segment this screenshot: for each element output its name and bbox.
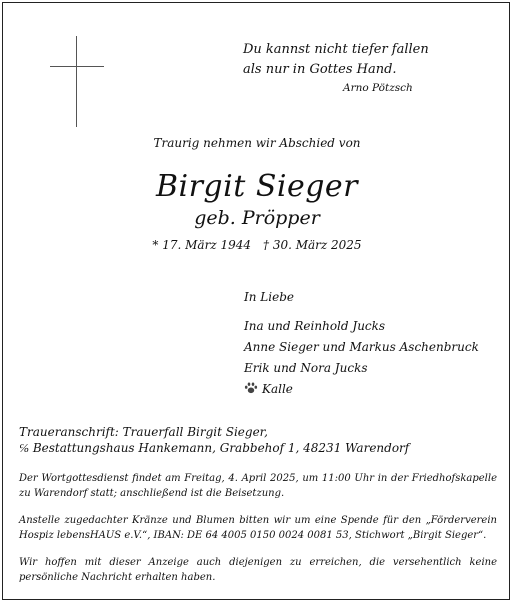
service-info: Der Wortgottesdienst findet am Freitag, 4. April 2025, um 11:00 Uhr in der Friedhofskapelle zu Warendorf statt; anschließend ist die Beisetzung. [19, 473, 497, 499]
address-line: Traueranschrift: Trauerfall Birgit Sieger, [19, 425, 268, 439]
birth-date: * 17. März 1944 [152, 238, 251, 252]
closing-note: Wir hoffen mit dieser Anzeige auch diejenigen zu erreichen, die versehentlich keine persönliche Nachricht erhalten haben. [19, 557, 497, 583]
motto-verse [243, 40, 429, 80]
motto-author: Arno Pötzsch [343, 82, 413, 94]
mourning-address [19, 424, 409, 456]
mourners-lead: In Liebe [244, 290, 294, 304]
motto-line: Du kannst nicht tiefer fallen [243, 42, 429, 57]
deceased-name: Birgit Sieger [155, 169, 359, 204]
birth-name: geb. Pröpper [194, 207, 320, 229]
motto-line: als nur in Gottes Hand. [243, 62, 397, 77]
life-dates [0, 238, 514, 252]
donation-info: Anstelle zugedachter Kränze und Blumen bitten wir um eine Spende für den „Förderverein Hospiz lebensHAUS e.V.“, IBAN: DE 64 4005 0150 0024 0081 53, Stichwort „Birgit Sieger“. [19, 515, 497, 541]
mourner-name: Erik und Nora Jucks [244, 361, 368, 375]
pet-name: Kalle [262, 382, 293, 396]
mourner-pet [244, 379, 479, 400]
paw-icon [244, 382, 258, 394]
intro-text: Traurig nehmen wir Abschied von [153, 136, 361, 150]
mourner-name: Anne Sieger und Markus Aschenbruck [244, 340, 479, 354]
mourners-block [244, 287, 479, 400]
address-line: ℅ Bestattungshaus Hankemann, Grabbehof 1, 48231 Warendorf [19, 441, 410, 455]
mourner-name: Ina und Reinhold Jucks [244, 319, 386, 333]
death-date: † 30. März 2025 [263, 238, 362, 252]
